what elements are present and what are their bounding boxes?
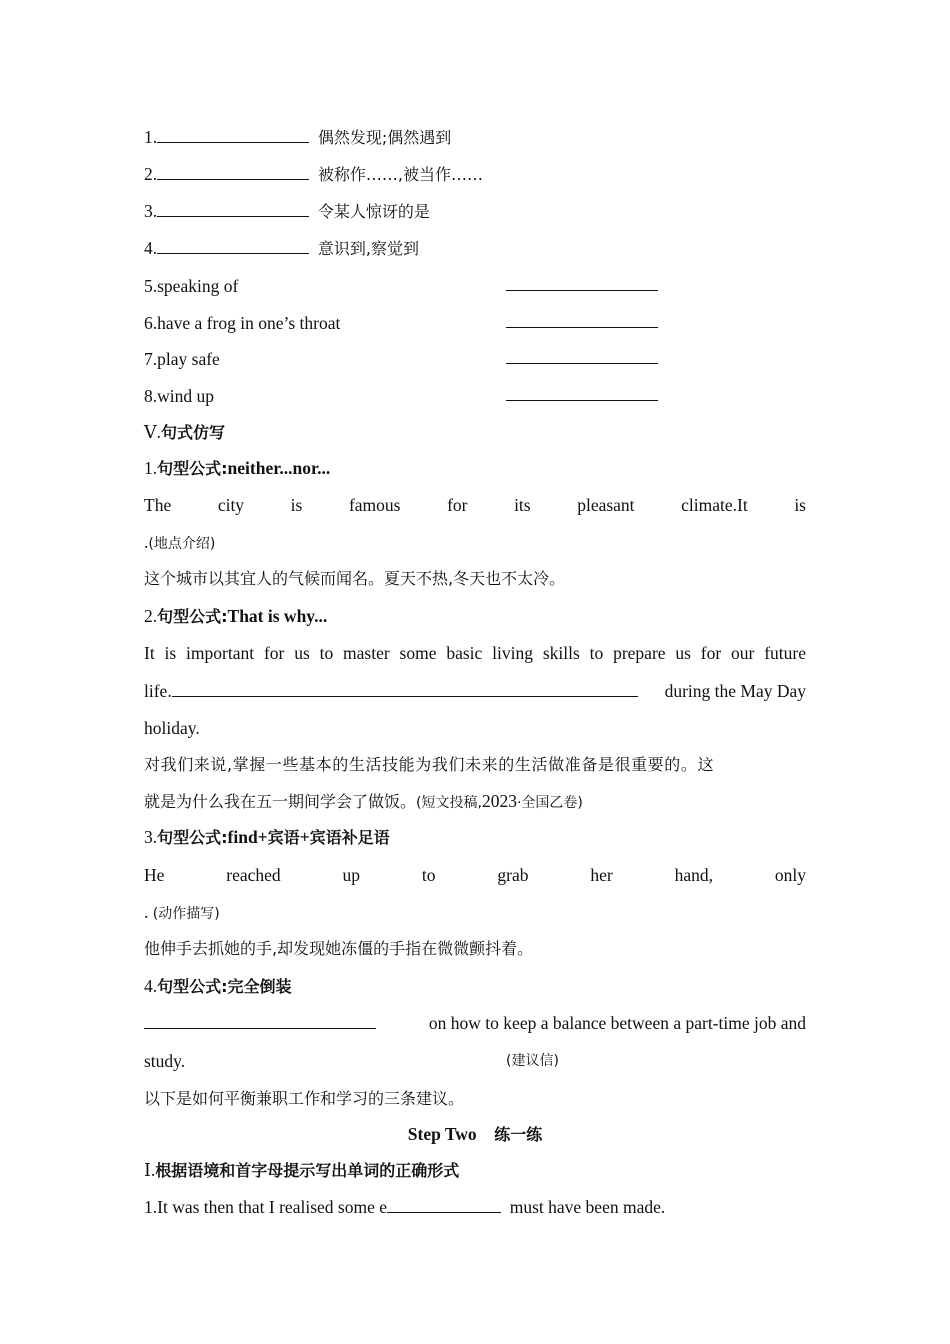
phrase-item-6 (144, 312, 806, 334)
answer-blank[interactable] (387, 1197, 501, 1213)
q2-chinese-line1 (144, 753, 806, 776)
answer-blank[interactable] (172, 681, 638, 697)
chinese-meaning: 偶然发现;偶然遇到 (317, 128, 452, 147)
formula-label: 句型公式: (157, 459, 228, 478)
question-number: 2. (144, 606, 158, 626)
punctuation: . (144, 532, 149, 552)
answer-blank[interactable] (157, 238, 309, 254)
chinese-meaning: 被称作……,被当作…… (317, 165, 483, 184)
word: pleasant (577, 495, 635, 515)
q3-formula (144, 826, 806, 849)
q3-chinese (144, 937, 806, 960)
word: is (794, 495, 806, 515)
answer-blank[interactable] (506, 312, 658, 328)
section-i-question-1 (144, 1196, 806, 1218)
q2-sentence-line3 (144, 717, 806, 739)
sentence-text: life. (144, 681, 172, 701)
word: hand, (674, 865, 713, 885)
q2-sentence-line2 (144, 680, 806, 702)
step-title: Step Two (407, 1124, 477, 1144)
source-year: 2023 (481, 791, 517, 811)
answer-blank[interactable] (157, 127, 309, 143)
word: He (144, 865, 165, 885)
sentence-text: during the May Day (664, 681, 806, 701)
phrase-item-5 (144, 275, 806, 297)
answer-blank[interactable] (157, 164, 309, 180)
q4-formula (144, 975, 806, 998)
phrase-item-7 (144, 348, 806, 370)
sentence-text: study. (144, 1051, 186, 1071)
formula-label: 句型公式: (157, 977, 228, 996)
q3-sentence-line1 (144, 864, 806, 886)
phrase-item-8 (144, 385, 806, 407)
english-phrase: 5.speaking of (144, 276, 239, 296)
word: climate.It (681, 495, 748, 515)
word: reached (226, 865, 281, 885)
q1-sentence-line1 (144, 494, 806, 516)
q1-sentence-line2 (144, 531, 806, 555)
formula-pattern: neither...nor... (227, 458, 331, 478)
vocab-item-2 (144, 163, 806, 186)
english-phrase: 8.wind up (144, 386, 214, 406)
item-number: 1. (144, 127, 158, 147)
answer-blank[interactable] (506, 275, 658, 291)
chinese-translation: 就是为什么我在五一期间学会了做饭。 (144, 792, 417, 811)
word: its (514, 495, 531, 515)
word: city (217, 495, 245, 515)
section-i-title (144, 1159, 806, 1182)
word: famous (348, 495, 401, 515)
section-number: Ⅰ. (144, 1160, 156, 1180)
english-phrase: 7.play safe (144, 349, 220, 369)
chinese-meaning: 令某人惊讶的是 (317, 202, 430, 221)
item-number: 4. (144, 238, 158, 258)
formula-label: 句型公式: (157, 828, 228, 847)
section-heading: 句式仿写 (161, 423, 226, 442)
q4-sentence-line1 (144, 1012, 806, 1034)
word: grab (497, 865, 529, 885)
question-number: 3. (144, 827, 158, 847)
item-number: 3. (144, 201, 158, 221)
q4-sentence-line2 (144, 1050, 806, 1072)
section-title (144, 421, 806, 444)
source-note: ·全国乙卷) (516, 795, 583, 811)
q2-formula (144, 605, 806, 628)
sentence-text: holiday. (144, 718, 200, 738)
chinese-translation: 以下是如何平衡兼职工作和学习的三条建议。 (144, 1089, 465, 1108)
source-note: (短文投稿, (416, 795, 482, 811)
word: to (421, 865, 436, 885)
formula-pattern: 宾语补足语 (309, 828, 390, 847)
chinese-translation: 他伸手去抓她的手,却发现她冻僵的手指在微微颤抖着。 (144, 939, 534, 958)
q4-chinese (144, 1087, 806, 1110)
q1-formula (144, 457, 806, 480)
word: only (774, 865, 806, 885)
formula-pattern: find+ (227, 827, 268, 847)
word: is (290, 495, 303, 515)
q1-chinese (144, 567, 806, 590)
q3-sentence-line2 (144, 901, 806, 925)
sentence-text: must have been made. (509, 1197, 666, 1217)
question-number: 4. (144, 976, 158, 996)
step-subtitle: 练一练 (494, 1125, 543, 1144)
formula-label: 句型公式: (157, 607, 228, 626)
vocab-item-1 (144, 126, 806, 149)
answer-blank[interactable] (506, 385, 658, 401)
chinese-translation: 对我们来说,掌握一些基本的生活技能为我们未来的生活做准备是很重要的。这 (144, 755, 715, 774)
english-phrase: 6.have a frog in one’s throat (144, 313, 341, 333)
word: for (447, 495, 468, 515)
note: (动作描写) (152, 906, 220, 922)
sentence-text: 1.It was then that I realised some e (144, 1197, 387, 1217)
punctuation: . (144, 902, 153, 922)
answer-blank[interactable] (144, 1013, 376, 1029)
section-heading: 根据语境和首字母提示写出单词的正确形式 (155, 1161, 460, 1180)
formula-pattern: 宾语 (267, 828, 300, 847)
formula-pattern: That is why... (227, 606, 328, 626)
chinese-translation: 这个城市以其宜人的气候而闻名。夏天不热,冬天也不太冷。 (144, 569, 566, 588)
vocab-item-4 (144, 237, 806, 260)
note: (地点介绍) (148, 536, 216, 552)
answer-blank[interactable] (506, 348, 658, 364)
word: her (590, 865, 613, 885)
question-number: 1. (144, 458, 158, 478)
section-number: Ⅴ. (144, 422, 162, 442)
item-number: 2. (144, 164, 158, 184)
note: (建议信) (506, 1053, 559, 1069)
step-two-heading (144, 1123, 806, 1146)
sentence-text: It is important for us to master some basic living skills to prepare us for our future (144, 643, 806, 663)
formula-pattern: 完全倒装 (227, 977, 292, 996)
sentence-text: on how to keep a balance between a part-time job and (428, 1013, 806, 1033)
chinese-meaning: 意识到,察觉到 (317, 239, 419, 258)
word: up (342, 865, 361, 885)
q2-chinese-line2 (144, 790, 806, 814)
answer-blank[interactable] (157, 201, 309, 217)
vocab-item-3 (144, 200, 806, 223)
q2-sentence-line1 (144, 642, 806, 664)
formula-pattern: + (299, 827, 310, 847)
word: The (144, 495, 172, 515)
